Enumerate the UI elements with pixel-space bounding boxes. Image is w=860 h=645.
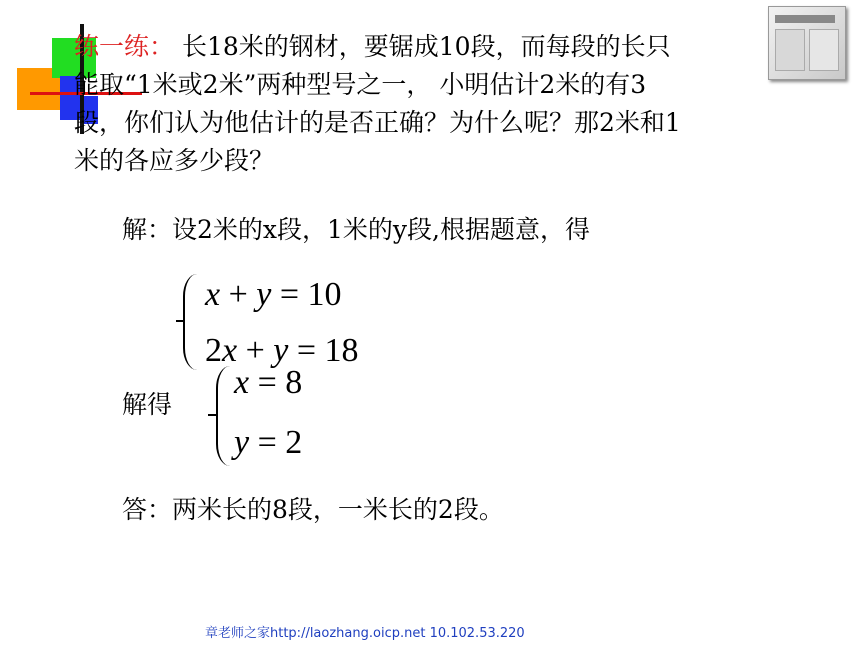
equation-2: 2x + y = 18: [205, 332, 359, 369]
solved-label: 解得: [122, 390, 173, 419]
book-thumbnail-image: [768, 6, 846, 80]
problem-label: 练一练：: [74, 32, 175, 61]
solution-system-brace: [216, 366, 232, 466]
result-x: x = 8: [234, 364, 303, 401]
problem-text: 长18米的钢材，要锯成10段，而每段的长只能取“1米或2米”两种型号之一， 小明估计2米的有3段，你们认为他估计的是否正确？为什么呢？那2米和1米的各应多少段？: [74, 32, 681, 175]
footer-link[interactable]: 章老师之家http://laozhang.oicp.net 10.102.53.220: [205, 626, 525, 641]
answer-text: 答：两米长的8段，一米长的2段。: [122, 495, 504, 524]
equation-system-brace: [183, 274, 199, 370]
result-y: y = 2: [234, 424, 303, 461]
solution-system-brace: [208, 414, 216, 416]
problem-statement: [74, 28, 684, 180]
equation-system-brace: [176, 320, 184, 322]
solution-intro: 解：设2米的x段，1米的y段,根据题意，得: [122, 215, 590, 244]
equation-1: x + y = 10: [205, 276, 342, 313]
